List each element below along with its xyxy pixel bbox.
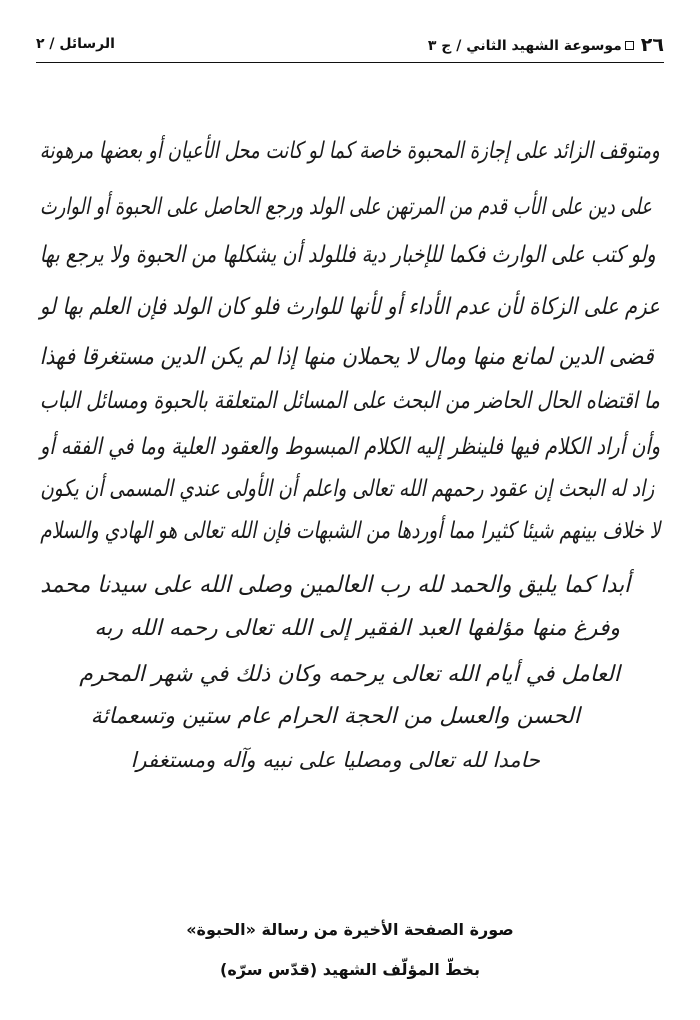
manuscript-line: أبدا كما يليق والحمد لله رب العالمين وصلى الله على سيدنا محمد (40, 572, 630, 598)
header-divider (36, 62, 664, 63)
running-header (428, 34, 664, 56)
section-title: الرسائل / ٢ (36, 36, 115, 52)
page-number: ٢٦ (640, 34, 664, 56)
manuscript-line: العامل في أيام الله تعالى يرحمه وكان ذلك في شهر المحرم (79, 662, 620, 687)
square-ornament-icon (625, 41, 634, 50)
image-caption-attribution: بخطّ المؤلّف الشهيد (قدّس سرّه) (220, 960, 480, 979)
manuscript-line: عزم على الزكاة لأن عدم الأداء أو لأنها للوارث فلو كان الولد فإن العلم بها لو (40, 294, 660, 320)
running-title: موسوعة الشهيد الثاني / ج ٣ (427, 38, 622, 54)
manuscript-line: على دين على الأب قدم من المرتهن على الولد ورجع الحاصل على الحبوة أو الوارث (40, 194, 652, 220)
manuscript-line: زاد له البحث إن عقود رحمهم الله تعالى واعلم أن الأولى عندي المسمى أن يكون (40, 476, 654, 502)
manuscript-line: ما اقتضاه الحال الحاضر من البحث على المسائل المتعلقة بالحبوة ومسائل الباب (40, 388, 660, 414)
manuscript-image (40, 120, 660, 800)
manuscript-line: وأن أراد الكلام فيها فلينظر إليه الكلام المبسوط والعقود العلية وما في الفقه أو (40, 434, 660, 460)
manuscript-line: ومتوقف الزائد على إجازة المحبوة خاصة كما لو كانت محل الأعيان أو بعضها مرهونة (40, 138, 660, 164)
manuscript-line: حامدا لله تعالى ومصليا على نبيه وآله ومستغفرا (130, 748, 540, 772)
page-header (36, 30, 664, 60)
manuscript-line: وفرغ منها مؤلفها العبد الفقير إلى الله تعالى رحمه الله ربه (94, 616, 620, 641)
manuscript-line: ولو كتب على الوارث فكما للإخبار دية فللولد أن يشكلها من الحبوة ولا يرجع بها (40, 242, 656, 268)
manuscript-line: لا خلاف بينهم شيئا كثيرا مما أوردها من الشبهات فإن الله تعالى هو الهادي والسلام (40, 518, 660, 544)
manuscript-line: قضى الدين لمانع منها ومال لا يحملان منها إذا لم يكن الدين مستغرقا فهذا (40, 344, 654, 370)
image-caption: صورة الصفحة الأخيرة من رسالة «الحبوة» (186, 920, 514, 939)
manuscript-line: الحسن والعسل من الحجة الحرام عام ستين وتسعمائة (90, 704, 580, 729)
